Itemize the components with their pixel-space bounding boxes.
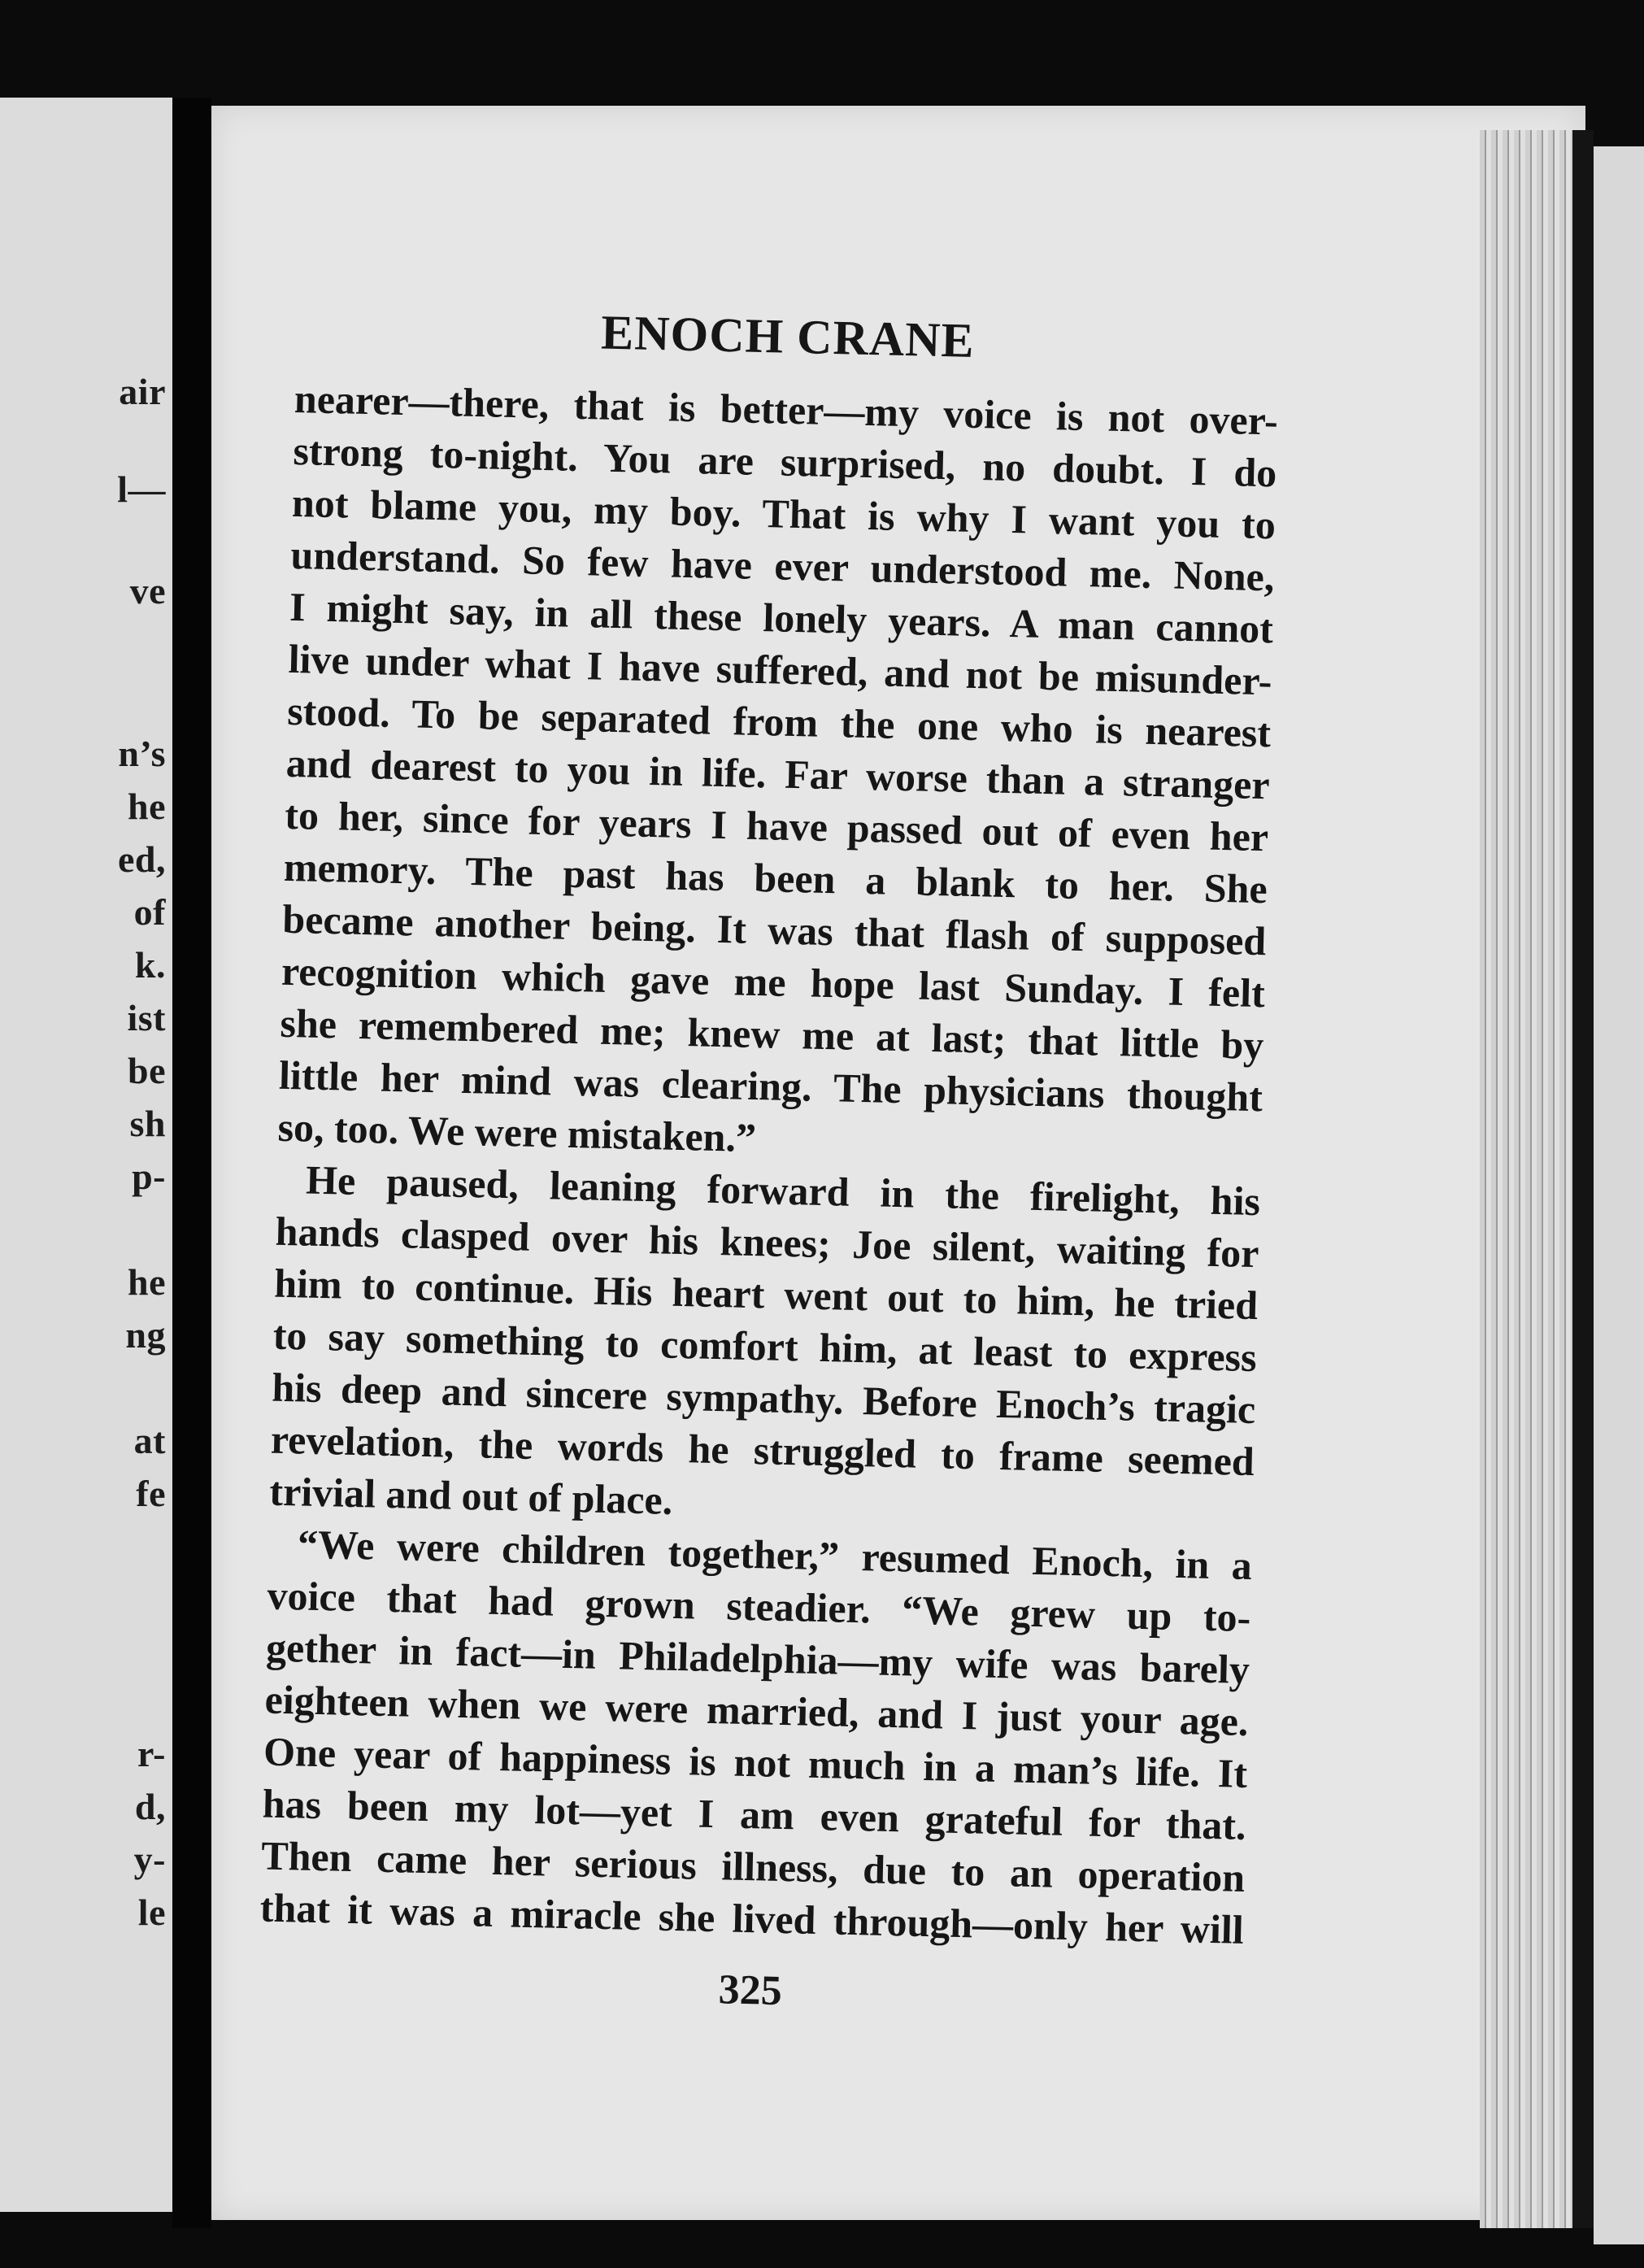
book-cover-edge — [1572, 130, 1594, 2228]
left-fragment: of — [133, 891, 166, 933]
text-line: little her mind was clearing. The physicians thought — [278, 1051, 1263, 1121]
text-line: memory. The past has been a blank to her. She — [283, 843, 1268, 912]
text-line: recognition which gave me hope last Sunday. I felt — [281, 947, 1266, 1016]
left-fragment: ist — [127, 997, 166, 1038]
text-line: not blame you, my boy. That is why I want you to — [291, 479, 1276, 548]
page-edges — [1480, 130, 1594, 2228]
left-fragment: sh — [129, 1103, 166, 1144]
left-fragment: y- — [133, 1839, 166, 1880]
text-line: He paused, leaning forward in the firelight, his — [305, 1156, 1261, 1225]
text-line: she remembered me; knew me at last; that little by — [279, 999, 1264, 1069]
text-line: One year of happiness is not much in a man’s life. It — [263, 1728, 1248, 1796]
previous-page-fragment — [0, 98, 172, 2212]
left-fragment: p- — [132, 1156, 166, 1197]
text-line: strong to-night. You are surprised, no doubt. I do — [292, 427, 1277, 496]
running-head: ENOCH CRANE — [600, 305, 976, 368]
text-line: so, too. We were mistaken.” — [277, 1104, 757, 1161]
text-line: that it was a miracle she lived through—only her will — [259, 1884, 1245, 1952]
left-fragment: he — [128, 786, 166, 827]
text-line: I might say, in all these lonely years. A man cannot — [289, 583, 1274, 652]
page-text — [258, 293, 1281, 2031]
text-line: has been my lot—yet I am even grateful for that. — [262, 1780, 1247, 1848]
text-line: live under what I have suffered, and not be misunder- — [288, 635, 1273, 704]
left-fragment: ed, — [118, 838, 166, 880]
text-line: gether in fact—in Philadelphia—my wife was barely — [265, 1624, 1250, 1693]
left-fragment: l— — [117, 468, 166, 510]
left-fragment: k. — [134, 944, 166, 986]
text-line: and dearest to you in life. Far worse than a stranger — [285, 739, 1271, 808]
left-fragment: le — [137, 1891, 166, 1933]
text-line: voice that had grown steadier. “We grew up to- — [267, 1572, 1251, 1641]
scan-background-top — [0, 0, 1644, 98]
page-number: 325 — [718, 1966, 783, 2015]
book-gutter — [172, 98, 211, 2228]
left-fragment: r- — [137, 1733, 166, 1774]
text-line: understand. So few have ever understood me. None, — [290, 531, 1276, 600]
left-fragment: be — [128, 1050, 166, 1091]
left-fragment: d, — [134, 1786, 166, 1827]
text-line: his deep and sincere sympathy. Before Enoch’s tragic — [271, 1364, 1256, 1433]
left-fragment: at — [133, 1420, 166, 1461]
text-line: eighteen when we were married, and I just your age. — [264, 1676, 1250, 1744]
left-fragment: fe — [136, 1473, 166, 1514]
left-fragment: air — [119, 371, 166, 412]
text-line: to her, since for years I have passed out of even her — [284, 791, 1269, 860]
text-line: “We were children together,” resumed Enoch, in a — [297, 1521, 1253, 1589]
text-line: revelation, the words he struggled to frame seemed — [270, 1416, 1255, 1485]
left-fragment: he — [128, 1261, 166, 1303]
left-fragment: ng — [125, 1314, 166, 1356]
text-line: to say something to comfort him, at least to express — [272, 1312, 1258, 1381]
left-fragment: ve — [129, 570, 166, 612]
text-line: hands clasped over his knees; Joe silent, waiting for — [275, 1208, 1260, 1277]
text-line: him to continue. His heart went out to him, he tried — [273, 1260, 1259, 1329]
scan-background-right — [1594, 146, 1644, 2244]
text-line: Then came her serious illness, due to an operation — [260, 1832, 1246, 1900]
text-line: nearer—there, that is better—my voice is not over- — [294, 375, 1279, 444]
text-line: became another being. It was that flash of supposed — [281, 895, 1267, 964]
text-line: trivial and out of place. — [268, 1468, 673, 1523]
left-fragment: n’s — [118, 733, 166, 774]
text-line: stood. To be separated from the one who is nearest — [286, 687, 1272, 756]
